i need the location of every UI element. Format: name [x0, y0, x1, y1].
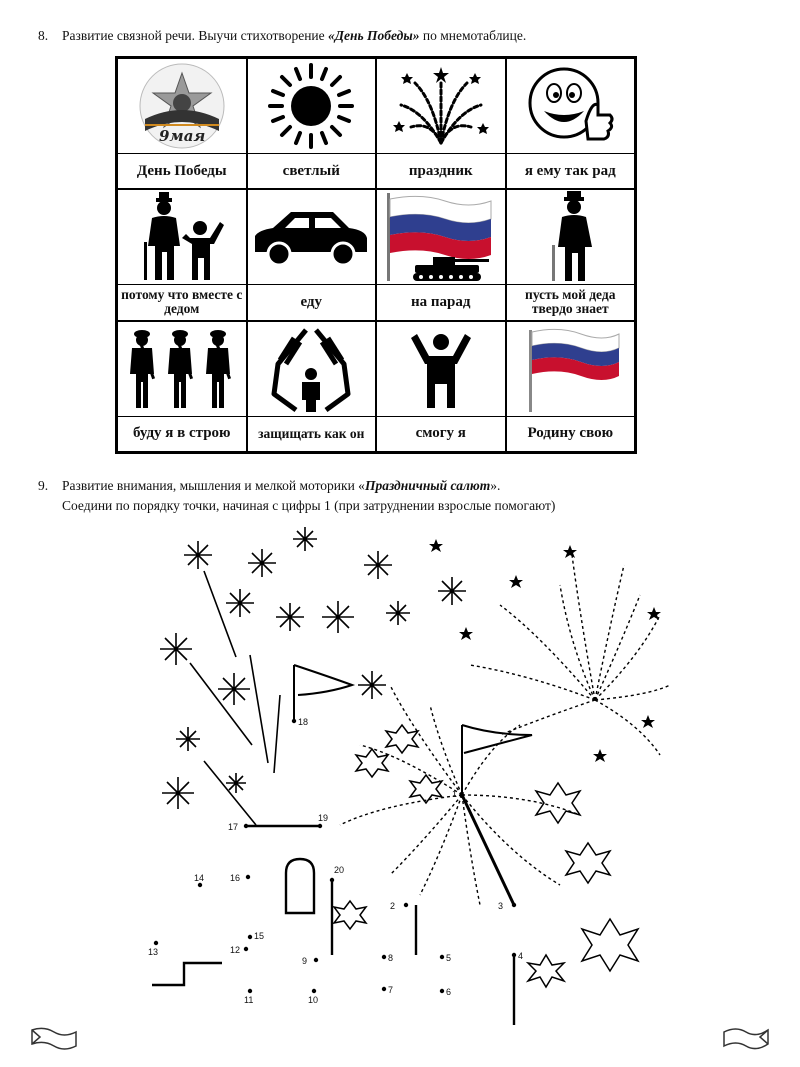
dot-to-dot-puzzle	[140, 525, 680, 1025]
task-9-title: Праздничный салют	[364, 478, 491, 493]
dot-label: 17	[228, 822, 239, 832]
grandfather-icon	[507, 190, 635, 284]
task-8-heading	[38, 26, 526, 46]
task-8-text: Развитие связной речи. Выучи стихотворение	[62, 28, 329, 43]
mnemo-cell	[117, 321, 247, 452]
mnemo-caption: еду	[248, 284, 376, 319]
dot-label: 19	[318, 813, 329, 823]
mnemo-caption: защищать как он	[248, 416, 376, 451]
mnemo-cell	[506, 189, 636, 320]
spiky-bursts	[334, 725, 638, 987]
dot-label: 20	[334, 865, 345, 875]
sun-icon	[248, 59, 376, 153]
mnemo-cell	[376, 321, 506, 452]
dot-label: 11	[244, 995, 254, 1005]
mnemo-cell	[247, 189, 377, 320]
mnemo-table	[115, 56, 637, 454]
mnemo-cell	[506, 58, 636, 189]
flag-tank-icon	[377, 190, 505, 284]
dot-label: 9	[302, 956, 308, 966]
ribbon-left-icon	[30, 1024, 78, 1052]
stars	[429, 539, 661, 762]
dot-label: 14	[194, 873, 205, 883]
russian-flag-icon	[507, 322, 635, 416]
mnemo-cell	[376, 189, 506, 320]
firework-streaks	[340, 555, 670, 905]
flags	[294, 665, 532, 795]
badge-text: 9мая	[158, 127, 206, 145]
mnemo-caption: День Победы	[118, 153, 246, 188]
car-icon	[248, 190, 376, 284]
dot-label: 8	[388, 953, 394, 963]
dot-label: 16	[230, 873, 241, 883]
building-lines	[152, 795, 514, 1025]
victory-day-badge-icon	[118, 59, 246, 153]
task-9-number: 9.	[38, 478, 49, 493]
dot-label: 10	[308, 995, 319, 1005]
dot-label: 5	[446, 953, 452, 963]
task-8-number: 8.	[38, 28, 49, 43]
fireworks-icon	[377, 59, 505, 153]
soldiers-icon	[118, 322, 246, 416]
dot-label: 15	[254, 931, 265, 941]
mnemo-caption: светлый	[248, 153, 376, 188]
firework-bursts	[160, 527, 466, 825]
mnemo-cell	[247, 321, 377, 452]
dot-label: 13	[148, 947, 159, 957]
smiley-thumbs-up-icon	[507, 59, 635, 153]
dot-label: 6	[446, 987, 452, 997]
mnemo-caption: потому что вместе с дедом	[118, 284, 246, 319]
task-8-title: «День Победы»	[328, 28, 420, 43]
mnemo-caption: праздник	[377, 153, 505, 188]
task-9-instruction: Соедини по порядку точки, начиная с цифры 1 (при затруднении взрослые помогают)	[62, 498, 556, 513]
dot-label: 3	[498, 901, 504, 911]
mnemo-caption: пусть мой деда твердо знает	[507, 284, 635, 319]
mnemo-cell	[117, 189, 247, 320]
child-arms-up-icon	[377, 322, 505, 416]
mnemo-caption: буду я в строю	[118, 416, 246, 451]
mnemo-cell	[117, 58, 247, 189]
dot-label: 7	[388, 985, 394, 995]
task-8-text-end: по мнемотаблице.	[419, 28, 527, 43]
task-9-text-end: ».	[490, 478, 501, 493]
dot-label: 4	[518, 951, 524, 961]
dot-label: 12	[230, 945, 241, 955]
task-9-text: Развитие внимания, мышления и мелкой моторики «	[62, 478, 365, 493]
protecting-hands-icon	[248, 322, 376, 416]
task-9-heading	[38, 476, 555, 516]
mnemo-caption: на парад	[377, 284, 505, 319]
mnemo-cell	[376, 58, 506, 189]
mnemo-caption: Родину свою	[507, 416, 635, 451]
grandfather-child-icon	[118, 190, 246, 284]
ribbon-right-icon	[722, 1024, 770, 1052]
mnemo-caption: смогу я	[377, 416, 505, 451]
dot-label: 2	[390, 901, 396, 911]
mnemo-cell	[247, 58, 377, 189]
dot-label: 1	[452, 789, 458, 799]
dot-label: 18	[298, 717, 309, 727]
mnemo-caption: я ему так рад	[507, 153, 635, 188]
mnemo-cell	[506, 321, 636, 452]
